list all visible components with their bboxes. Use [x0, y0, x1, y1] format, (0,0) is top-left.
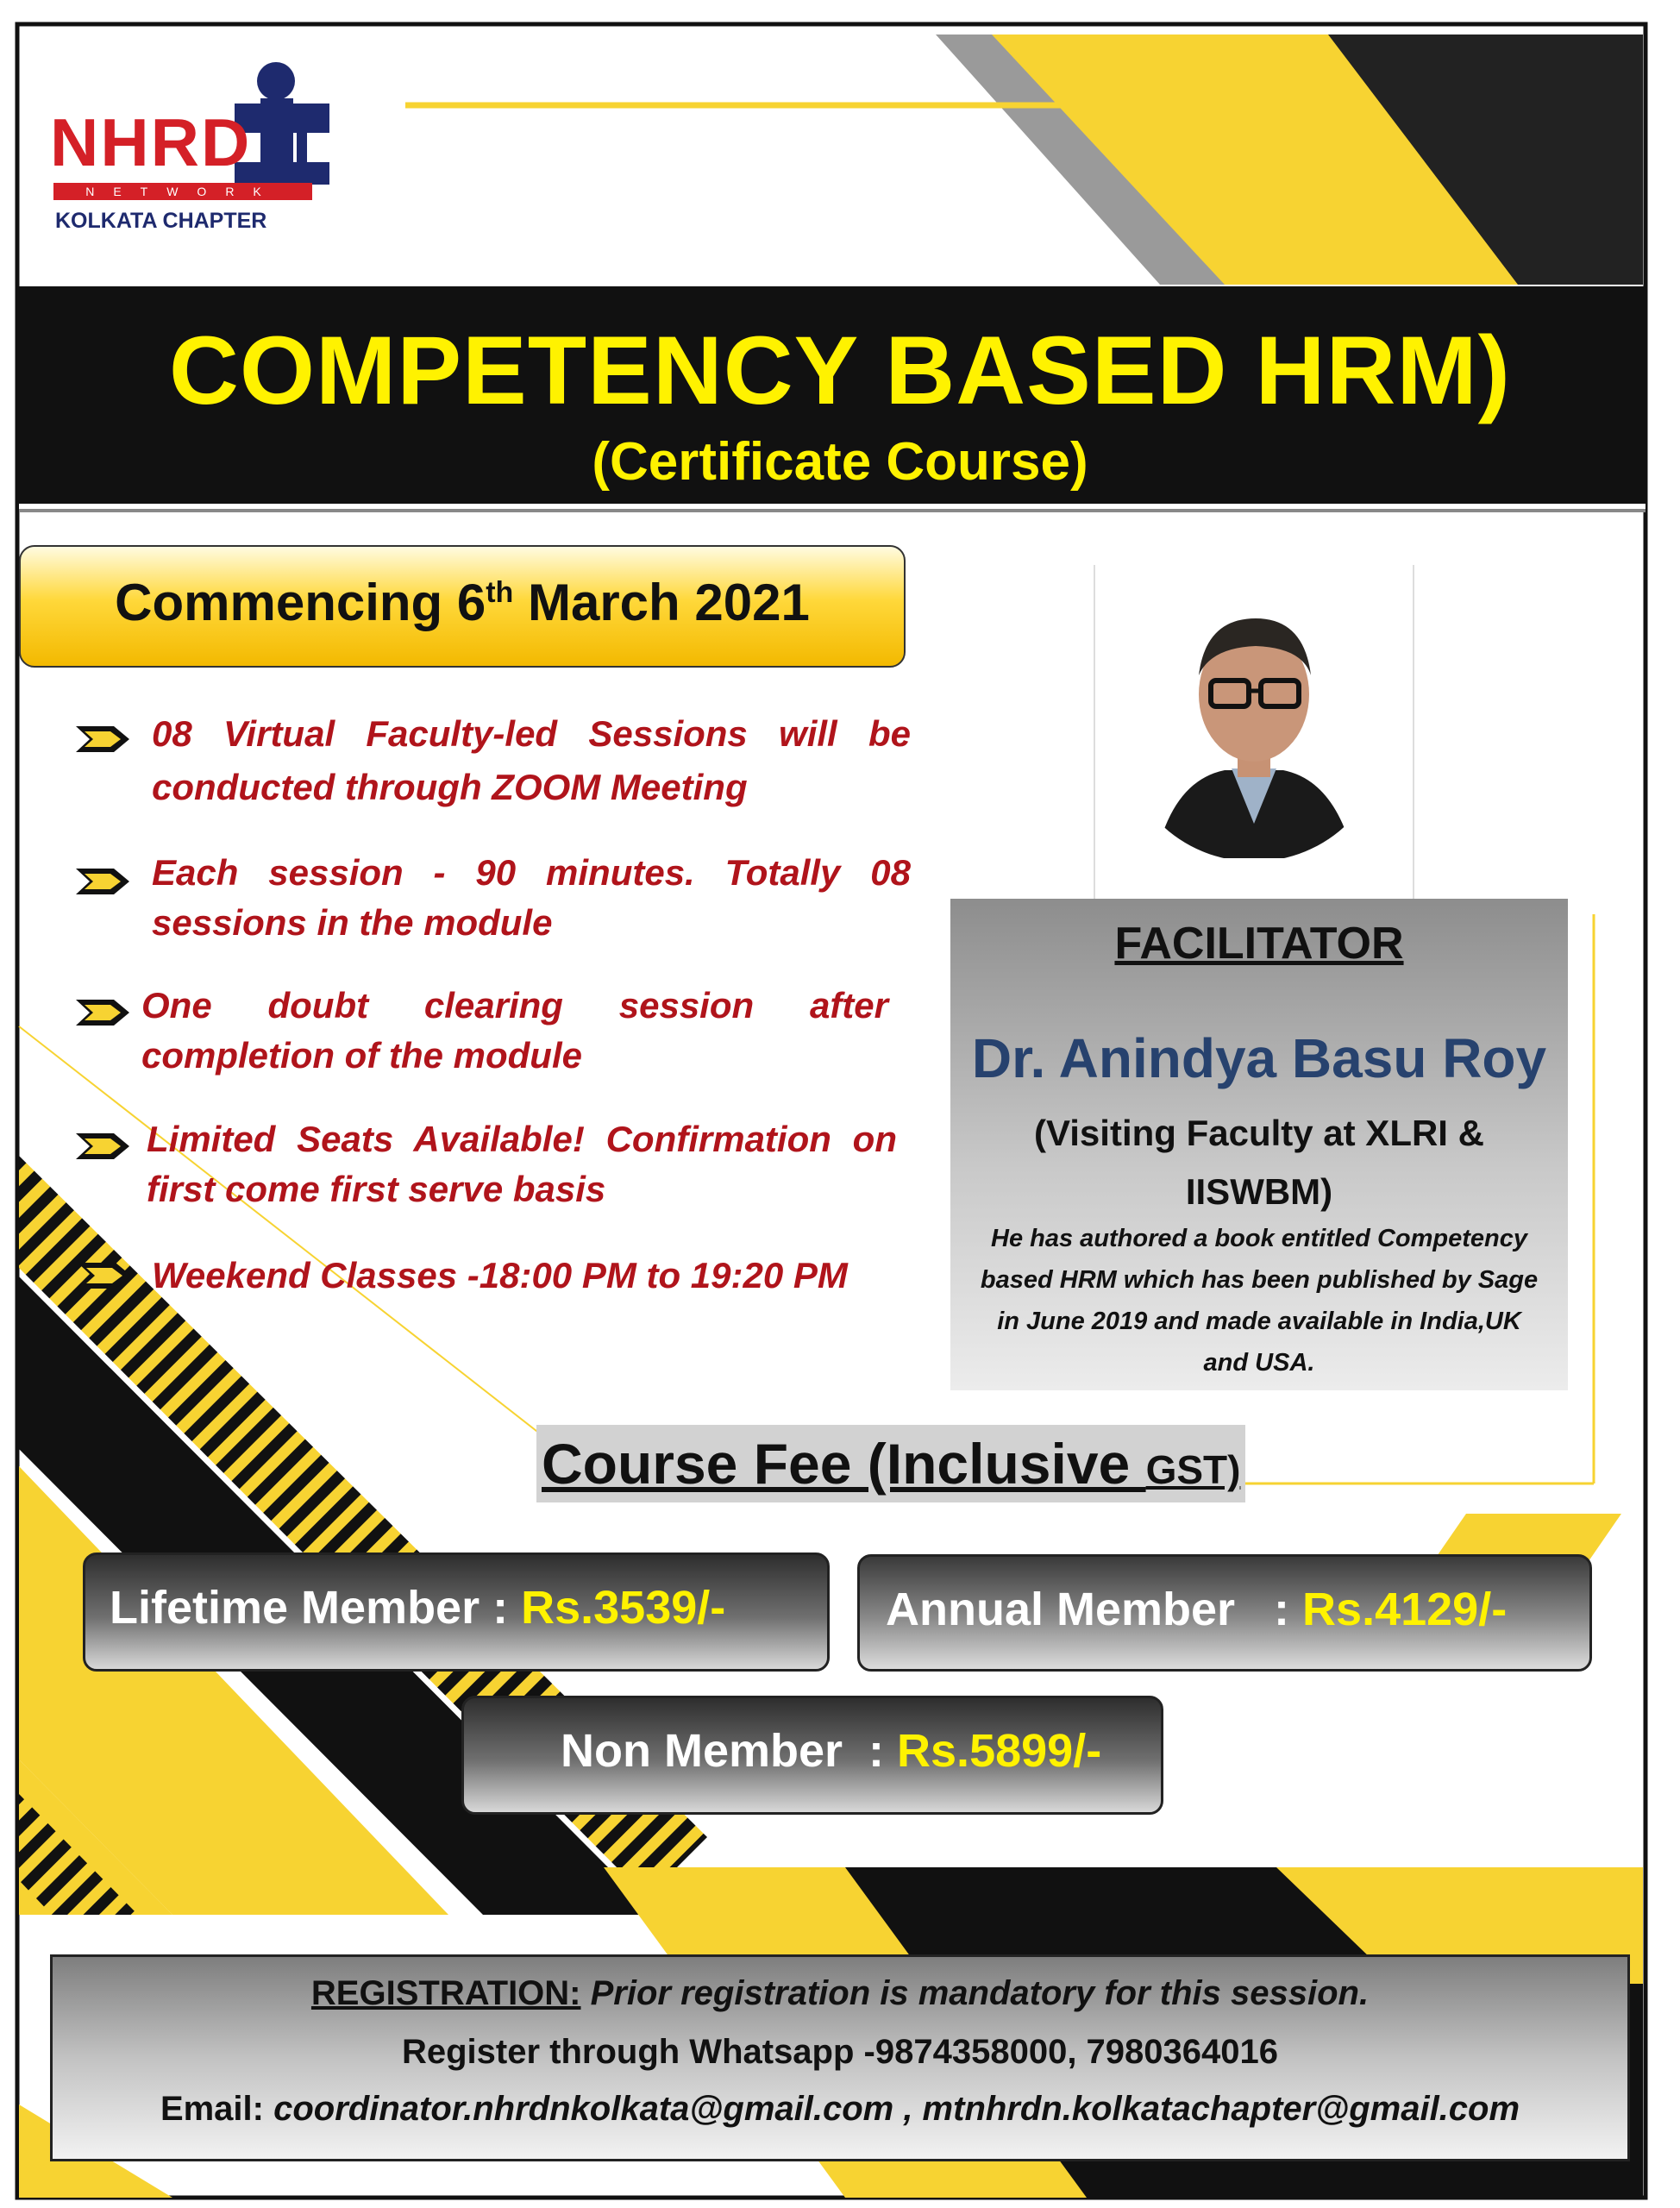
lifetime-fee-text: Lifetime Member : Rs.3539/- — [110, 1582, 726, 1634]
logo-wordmark: NHRD — [50, 104, 252, 180]
logo-chapter: KOLKATA CHAPTER — [55, 209, 267, 233]
facilitator-card — [950, 899, 1568, 1390]
nhrd-logo — [50, 60, 335, 242]
registration-box — [50, 1954, 1630, 2161]
chevron-right-icon — [76, 1132, 131, 1161]
lifetime-member-fee — [83, 1552, 830, 1672]
chevron-right-icon — [76, 867, 131, 896]
commencing-date: Commencing 6th March 2021 — [115, 574, 810, 631]
facilitator-heading: FACILITATOR — [1114, 919, 1404, 969]
course-fee-heading: Course Fee (Inclusive GST) — [536, 1425, 1245, 1502]
page-title: COMPETENCY BASED HRM) — [169, 317, 1511, 424]
commencing-banner — [19, 545, 906, 668]
facilitator-role: (Visiting Faculty at XLRI & IISWBM) — [1034, 1113, 1484, 1212]
bullet-text: Each session - 90 minutes. Totally 08 sessions in the module — [152, 852, 911, 943]
bullet-text: Limited Seats Available! Confirmation on first come first serve basis — [147, 1119, 897, 1209]
registration-email: Email: coordinator.nhrdnkolkata@gmail.com , mtnhrdn.kolkatachapter@gmail.com — [160, 2090, 1520, 2128]
annual-member-fee — [857, 1554, 1592, 1672]
facilitator-photo — [1095, 565, 1413, 900]
bullet-text: Weekend Classes -18:00 PM to 19:20 PM — [152, 1255, 848, 1295]
facilitator-photo-frame — [1094, 565, 1414, 900]
facilitator-name: Dr. Anindya Basu Roy — [971, 1027, 1547, 1089]
chevron-right-icon — [76, 998, 131, 1027]
logo-network-bar: NETWORK — [53, 183, 312, 200]
bullet-text: One doubt clearing session after completion of the module — [141, 985, 888, 1076]
page-subtitle: (Certificate Course) — [592, 432, 1088, 492]
registration-note: REGISTRATION: Prior registration is mandatory for this session. — [310, 1974, 1370, 2012]
facilitator-bio: He has authored a book entitled Competency based HRM which has been published by Sage in June 2019 and made available in India,UK and USA. — [980, 1225, 1539, 1377]
registration-whatsapp: Register through Whatsapp -9874358000, 7980364016 — [401, 2033, 1279, 2071]
chevron-right-icon — [76, 724, 131, 754]
non-member-fee — [461, 1696, 1163, 1815]
bullet-text: 08 Virtual Faculty-led Sessions will be conducted through ZOOM Meeting — [152, 713, 911, 807]
chevron-right-icon — [78, 1261, 133, 1290]
annual-fee-text: Annual Member : Rs.4129/- — [886, 1584, 1508, 1635]
non-member-fee-text: Non Member : Rs.5899/- — [561, 1725, 1102, 1777]
